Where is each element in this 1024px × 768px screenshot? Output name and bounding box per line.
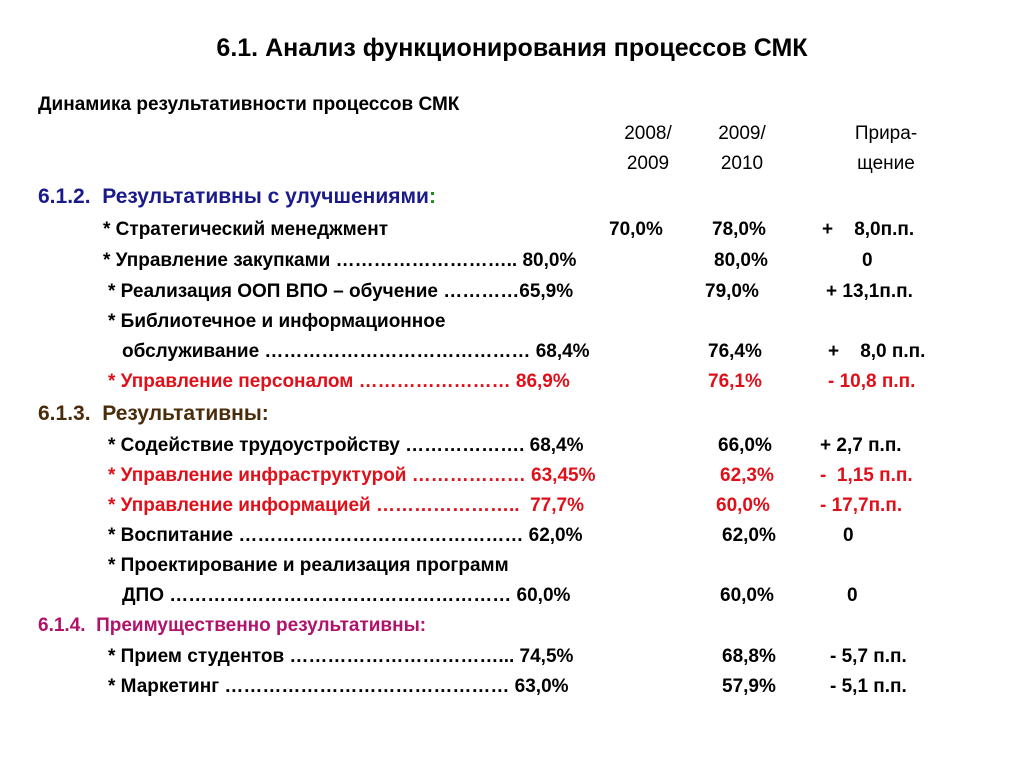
row-growth: + 2,7 п.п. [820, 435, 902, 456]
row-label: * Маркетинг ……………………………………… 63,0% [108, 676, 569, 697]
subtitle: Динамика результативности процессов СМК [38, 94, 460, 115]
row-value-2009-2010: 62,0% [722, 525, 776, 546]
row-label: обслуживание …………………………………… 68,4% [122, 341, 590, 362]
section-heading-effective: 6.1.3. Результативны: [38, 402, 269, 425]
row-label: * Проектирование и реализация программ [108, 555, 509, 576]
row-value-2008-2009: 70,0% [609, 219, 663, 240]
row-growth: - 1,15 п.п. [820, 465, 913, 486]
row-value-2009-2010: 60,0% [720, 585, 774, 606]
row-label: ДПО ……………………………………………… 60,0% [122, 585, 571, 606]
row-growth: - 17,7п.п. [820, 495, 903, 516]
row-growth: + 13,1п.п. [826, 281, 913, 302]
row-growth: 0 [847, 585, 858, 606]
header-2008-2009-line2: 2009 [626, 153, 670, 174]
header-growth-line1: Прира- [854, 123, 918, 144]
row-value-2009-2010: 60,0% [716, 495, 770, 516]
row-value-2009-2010: 68,8% [722, 646, 776, 667]
header-2009-2010-line1: 2009/ [718, 123, 766, 144]
row-label: * Управление информацией ………………….. 77,7% [108, 495, 584, 516]
row-growth: 0 [862, 250, 873, 271]
header-2008-2009-line1: 2008/ [624, 123, 672, 144]
header-2009-2010-line2: 2010 [720, 153, 764, 174]
row-value-2009-2010: 66,0% [718, 435, 772, 456]
row-growth: + 8,0п.п. [822, 219, 915, 240]
row-value-2009-2010: 76,1% [708, 371, 762, 392]
row-label: * Управление закупками ……………………….. 80,0% [103, 250, 577, 271]
row-label: * Прием студентов ……………………………... 74,5% [108, 646, 574, 667]
row-value-2009-2010: 79,0% [705, 281, 759, 302]
row-value-2009-2010: 76,4% [708, 341, 762, 362]
page-title: 6.1. Анализ функционирования процессов СМК [216, 34, 808, 62]
row-growth: 0 [843, 525, 854, 546]
row-value-2009-2010: 57,9% [722, 676, 776, 697]
row-growth: - 5,1 п.п. [830, 676, 907, 697]
row-label: * Управление персоналом …………………… 86,9% [108, 371, 570, 392]
row-value-2009-2010: 62,3% [720, 465, 774, 486]
section-heading-improved: 6.1.2. Результативны с улучшениями: [38, 185, 436, 208]
header-growth-line2: щение [857, 153, 915, 174]
row-label: * Управление инфраструктурой ……………… 63,45% [108, 465, 596, 486]
row-growth: - 10,8 п.п. [828, 371, 916, 392]
row-label: * Библиотечное и информационное [108, 311, 446, 332]
row-growth: - 5,7 п.п. [830, 646, 907, 667]
row-value-2009-2010: 78,0% [712, 219, 766, 240]
row-label: * Содействие трудоустройству ………………. 68,4% [108, 435, 584, 456]
row-label: * Стратегический менеджмент [103, 219, 388, 240]
row-value-2009-2010: 80,0% [714, 250, 768, 271]
section-heading-mostly-effective: 6.1.4. Преимущественно результативны: [38, 615, 427, 636]
row-label: * Воспитание ……………………………………… 62,0% [108, 525, 583, 546]
row-label: * Реализация ООП ВПО – обучение …………65,9% [108, 281, 574, 302]
row-growth: + 8,0 п.п. [828, 341, 926, 362]
